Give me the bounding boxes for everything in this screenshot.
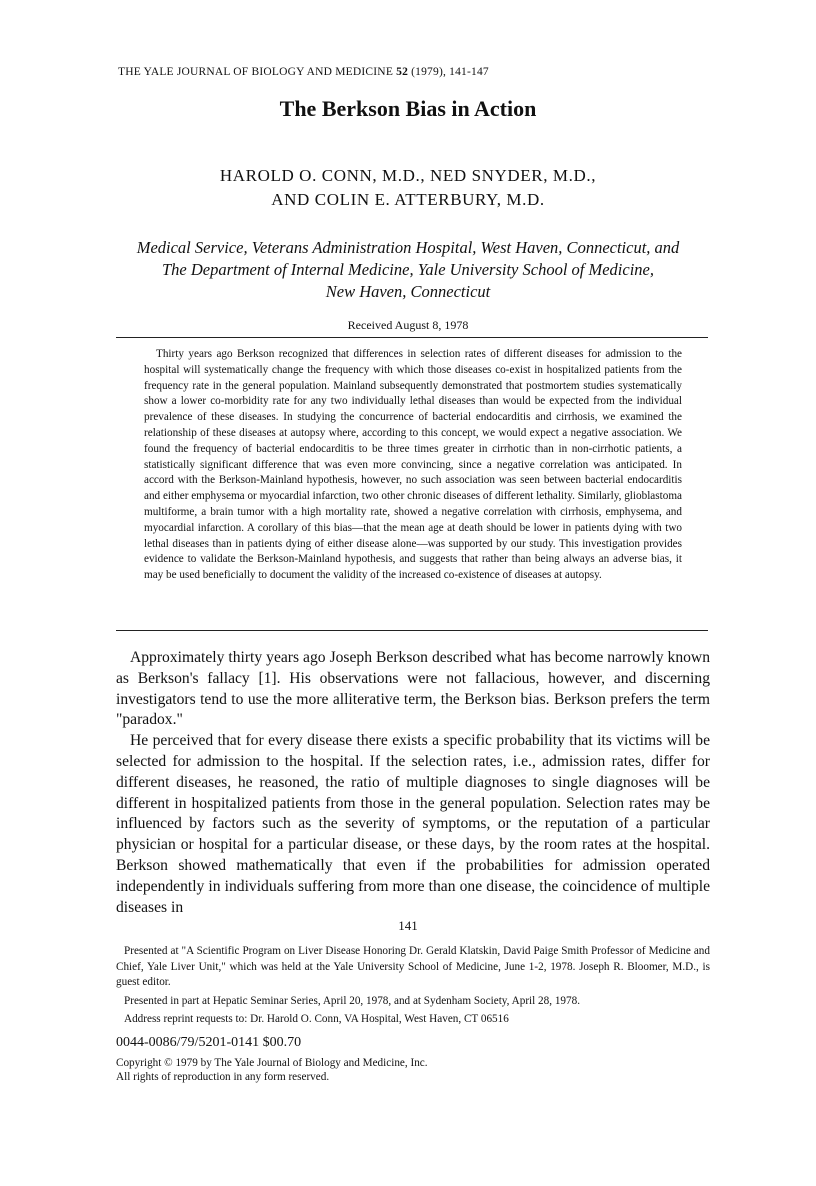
affiliation: [100, 237, 716, 303]
journal-name: THE YALE JOURNAL OF BIOLOGY AND MEDICINE: [118, 66, 394, 78]
affiliation-line-3: New Haven, Connecticut: [325, 282, 491, 301]
received-date: Received August 8, 1978: [347, 318, 469, 332]
footnote-presented-part: Presented in part at Hepatic Seminar Series, April 20, 1978, and at Sydenham Society, April 28, 1978.: [124, 994, 581, 1007]
body-paragraph-1: Approximately thirty years ago Joseph Berkson described what has become narrowly known as Berkson's fallacy [1]. His observations were not fallacious, however, and discerning investigators tend to use the more alliterative term, the Berkson bias. Berkson prefers the term "paradox.": [116, 649, 710, 729]
affiliation-line-1: Medical Service, Veterans Administration Hospital, West Haven, Connecticut, and: [136, 238, 680, 257]
page-number: 141: [398, 918, 418, 933]
article-title: The Berkson Bias in Action: [279, 96, 537, 121]
copyright-notice: [116, 1056, 428, 1084]
footnote-reprints: Address reprint requests to: Dr. Harold O. Conn, VA Hospital, West Haven, CT 06516: [124, 1013, 509, 1026]
running-header: [118, 66, 489, 78]
abstract-bottom-rule: [116, 630, 708, 631]
abstract-top-rule: [116, 337, 708, 338]
author-line-1: HAROLD O. CONN, M.D., NED SNYDER, M.D.,: [219, 166, 597, 185]
author-line-2: AND COLIN E. ATTERBURY, M.D.: [271, 190, 545, 209]
body-paragraph-2: He perceived that for every disease there exists a specific probability that its victims will be selected for admission to the hospital. If the selection rates, i.e., admission rates, differ for different diseases, he reasoned, the ratio of multiple diagnoses to single diagnoses will be different in hospitalized patients from those in the general population. Selection rates may be influenced by factors such as the severity of symptoms, or the reputation of a particular physician or hospital for a particular disease, or these days, by the room rates at the hospital. Berkson showed mathematically that even if the probabilities for admission operated independently in individuals suffering from more than one disease, the coincidence of multiple diseases in: [116, 732, 710, 916]
journal-volume: 52: [396, 66, 409, 78]
footnote-presented: Presented at "A Scientific Program on Liver Disease Honoring Dr. Gerald Klatskin, David Paige Smith Professor of Medicine and Chief, Yale Liver Unit," which was held at the Yale University School of Medicine, June 1-2, 1978. Joseph R. Bloomer, M.D., is guest editor.: [116, 945, 710, 989]
footnotes: [116, 944, 710, 1031]
copyright-line-2: All rights of reproduction in any form reserved.: [116, 1071, 330, 1083]
issn-code: 0044-0086/79/5201-0141 $00.70: [116, 1035, 302, 1050]
affiliation-line-2: The Department of Internal Medicine, Yale University School of Medicine,: [162, 260, 654, 279]
journal-year-pages: (1979), 141-147: [411, 66, 489, 78]
body-text: [116, 648, 710, 918]
abstract: Thirty years ago Berkson recognized that differences in selection rates of different diseases for admission to the hospital will systematically change the frequency with which those diseases co-exist in hospitalized patients from the frequency rate in the general population. Mainland subsequently demonstrated that postmortem studies systematically show a lower co-morbidity rate for any two individually lethal diseases than would be expected from the individual prevalence of these diseases. In studying the concurrence of bacterial endocarditis and cirrhosis, we examined the relationship of these diseases at autopsy where, according to this concept, we would expect a negative association. We found the frequency of bacterial endocarditis to be three times greater in cirrhotic than in non-cirrhotic patients, a statistically significant difference that was even more convincing, since a negative correlation was anticipated. In accord with the Berkson-Mainland hypothesis, however, no such association was seen between bacterial endocarditis and either emphysema or myocardial infarction, two other chronic diseases of different lethality. Similarly, glioblastoma multiforme, a brain tumor with a high mortality rate, showed a negative correlation with cirrhosis, emphysema, and myocardial infarction. A corollary of this bias—that the mean age at death should be lower in patients dying with two lethal diseases than in patients dying of either disease alone—was supported by our study. This investigation provides evidence to validate the Berkson-Mainland hypothesis, and suggests that rather than being always an adverse bias, it may be used beneficially to document the validity of the increased co-existence of diseases at autopsy.: [144, 348, 682, 582]
copyright-line-1: Copyright © 1979 by The Yale Journal of Biology and Medicine, Inc.: [116, 1057, 428, 1069]
author-list: [0, 164, 816, 212]
